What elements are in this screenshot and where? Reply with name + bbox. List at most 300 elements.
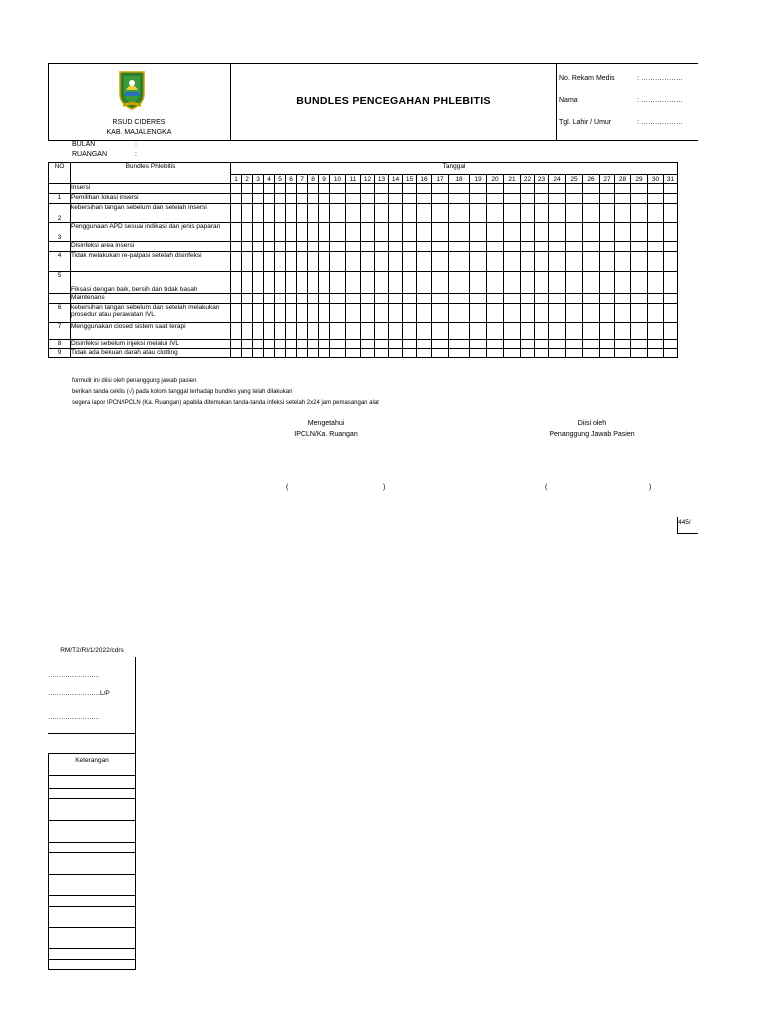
day-check-cell[interactable]	[330, 294, 346, 304]
day-check-cell[interactable]	[253, 340, 264, 349]
day-check-cell[interactable]	[648, 349, 664, 358]
day-check-cell[interactable]	[389, 194, 403, 204]
day-check-cell[interactable]	[275, 272, 286, 294]
day-check-cell[interactable]	[231, 242, 242, 252]
day-check-cell[interactable]	[231, 294, 242, 304]
day-check-cell[interactable]	[566, 272, 583, 294]
day-check-cell[interactable]	[600, 252, 615, 272]
day-check-cell[interactable]	[242, 294, 253, 304]
day-check-cell[interactable]	[264, 204, 275, 223]
day-check-cell[interactable]	[264, 349, 275, 358]
day-check-cell[interactable]	[449, 340, 470, 349]
day-check-cell[interactable]	[631, 252, 648, 272]
day-check-cell[interactable]	[417, 223, 432, 242]
day-check-cell[interactable]	[297, 304, 308, 323]
day-check-cell[interactable]	[615, 184, 631, 194]
day-check-cell[interactable]	[403, 294, 417, 304]
day-check-cell[interactable]	[231, 349, 242, 358]
day-check-cell[interactable]	[535, 184, 549, 194]
day-check-cell[interactable]	[264, 252, 275, 272]
day-check-cell[interactable]	[535, 242, 549, 252]
day-check-cell[interactable]	[432, 252, 449, 272]
day-check-cell[interactable]	[549, 194, 566, 204]
day-check-cell[interactable]	[631, 323, 648, 340]
day-check-cell[interactable]	[648, 184, 664, 194]
day-check-cell[interactable]	[549, 340, 566, 349]
day-check-cell[interactable]	[521, 252, 535, 272]
day-check-cell[interactable]	[648, 340, 664, 349]
day-check-cell[interactable]	[487, 242, 504, 252]
day-check-cell[interactable]	[432, 340, 449, 349]
day-check-cell[interactable]	[631, 349, 648, 358]
day-check-cell[interactable]	[648, 242, 664, 252]
day-check-cell[interactable]	[615, 223, 631, 242]
day-check-cell[interactable]	[308, 349, 319, 358]
day-check-cell[interactable]	[535, 223, 549, 242]
day-check-cell[interactable]	[449, 323, 470, 340]
day-check-cell[interactable]	[346, 340, 361, 349]
day-check-cell[interactable]	[600, 294, 615, 304]
day-check-cell[interactable]	[403, 242, 417, 252]
day-check-cell[interactable]	[504, 340, 521, 349]
day-check-cell[interactable]	[286, 323, 297, 340]
day-check-cell[interactable]	[286, 223, 297, 242]
day-check-cell[interactable]	[275, 349, 286, 358]
day-check-cell[interactable]	[297, 340, 308, 349]
day-check-cell[interactable]	[583, 252, 600, 272]
day-check-cell[interactable]	[487, 204, 504, 223]
day-check-cell[interactable]	[432, 223, 449, 242]
day-check-cell[interactable]	[664, 272, 678, 294]
day-check-cell[interactable]	[664, 252, 678, 272]
day-check-cell[interactable]	[253, 242, 264, 252]
day-check-cell[interactable]	[664, 204, 678, 223]
day-check-cell[interactable]	[308, 194, 319, 204]
day-check-cell[interactable]	[253, 252, 264, 272]
day-check-cell[interactable]	[615, 272, 631, 294]
day-check-cell[interactable]	[403, 349, 417, 358]
day-check-cell[interactable]	[648, 294, 664, 304]
day-check-cell[interactable]	[275, 242, 286, 252]
day-check-cell[interactable]	[600, 223, 615, 242]
day-check-cell[interactable]	[286, 294, 297, 304]
day-check-cell[interactable]	[346, 252, 361, 272]
day-check-cell[interactable]	[583, 242, 600, 252]
day-check-cell[interactable]	[417, 349, 432, 358]
day-check-cell[interactable]	[664, 194, 678, 204]
day-check-cell[interactable]	[389, 294, 403, 304]
day-check-cell[interactable]	[664, 223, 678, 242]
day-check-cell[interactable]	[615, 204, 631, 223]
day-check-cell[interactable]	[449, 194, 470, 204]
day-check-cell[interactable]	[264, 272, 275, 294]
day-check-cell[interactable]	[375, 204, 389, 223]
day-check-cell[interactable]	[600, 323, 615, 340]
day-check-cell[interactable]	[403, 304, 417, 323]
day-check-cell[interactable]	[403, 252, 417, 272]
day-check-cell[interactable]	[615, 194, 631, 204]
day-check-cell[interactable]	[470, 349, 487, 358]
day-check-cell[interactable]	[231, 184, 242, 194]
day-check-cell[interactable]	[521, 340, 535, 349]
day-check-cell[interactable]	[521, 204, 535, 223]
day-check-cell[interactable]	[319, 242, 330, 252]
day-check-cell[interactable]	[449, 272, 470, 294]
day-check-cell[interactable]	[487, 184, 504, 194]
day-check-cell[interactable]	[487, 272, 504, 294]
day-check-cell[interactable]	[417, 340, 432, 349]
day-check-cell[interactable]	[664, 340, 678, 349]
day-check-cell[interactable]	[449, 304, 470, 323]
day-check-cell[interactable]	[361, 184, 375, 194]
day-check-cell[interactable]	[583, 194, 600, 204]
day-check-cell[interactable]	[308, 184, 319, 194]
day-check-cell[interactable]	[470, 272, 487, 294]
day-check-cell[interactable]	[319, 272, 330, 294]
day-check-cell[interactable]	[549, 294, 566, 304]
day-check-cell[interactable]	[346, 272, 361, 294]
day-check-cell[interactable]	[297, 323, 308, 340]
day-check-cell[interactable]	[361, 252, 375, 272]
day-check-cell[interactable]	[583, 223, 600, 242]
day-check-cell[interactable]	[275, 304, 286, 323]
day-check-cell[interactable]	[583, 294, 600, 304]
day-check-cell[interactable]	[275, 294, 286, 304]
day-check-cell[interactable]	[346, 242, 361, 252]
day-check-cell[interactable]	[600, 204, 615, 223]
day-check-cell[interactable]	[631, 204, 648, 223]
day-check-cell[interactable]	[470, 323, 487, 340]
day-check-cell[interactable]	[375, 304, 389, 323]
day-check-cell[interactable]	[449, 242, 470, 252]
day-check-cell[interactable]	[566, 294, 583, 304]
day-check-cell[interactable]	[521, 323, 535, 340]
day-check-cell[interactable]	[432, 304, 449, 323]
day-check-cell[interactable]	[504, 204, 521, 223]
day-check-cell[interactable]	[389, 272, 403, 294]
day-check-cell[interactable]	[487, 349, 504, 358]
day-check-cell[interactable]	[231, 223, 242, 242]
day-check-cell[interactable]	[487, 194, 504, 204]
day-check-cell[interactable]	[264, 323, 275, 340]
day-check-cell[interactable]	[264, 184, 275, 194]
day-check-cell[interactable]	[615, 323, 631, 340]
day-check-cell[interactable]	[403, 323, 417, 340]
day-check-cell[interactable]	[330, 242, 346, 252]
day-check-cell[interactable]	[286, 272, 297, 294]
day-check-cell[interactable]	[346, 294, 361, 304]
day-check-cell[interactable]	[600, 340, 615, 349]
day-check-cell[interactable]	[521, 194, 535, 204]
day-check-cell[interactable]	[275, 204, 286, 223]
day-check-cell[interactable]	[275, 184, 286, 194]
day-check-cell[interactable]	[264, 294, 275, 304]
day-check-cell[interactable]	[330, 184, 346, 194]
day-check-cell[interactable]	[403, 204, 417, 223]
day-check-cell[interactable]	[361, 204, 375, 223]
day-check-cell[interactable]	[648, 252, 664, 272]
day-check-cell[interactable]	[583, 304, 600, 323]
day-check-cell[interactable]	[449, 349, 470, 358]
day-check-cell[interactable]	[242, 304, 253, 323]
day-check-cell[interactable]	[308, 323, 319, 340]
day-check-cell[interactable]	[535, 304, 549, 323]
day-check-cell[interactable]	[549, 252, 566, 272]
day-check-cell[interactable]	[297, 242, 308, 252]
day-check-cell[interactable]	[297, 272, 308, 294]
day-check-cell[interactable]	[242, 184, 253, 194]
day-check-cell[interactable]	[664, 242, 678, 252]
day-check-cell[interactable]	[308, 204, 319, 223]
day-check-cell[interactable]	[389, 349, 403, 358]
day-check-cell[interactable]	[275, 340, 286, 349]
day-check-cell[interactable]	[403, 340, 417, 349]
day-check-cell[interactable]	[319, 340, 330, 349]
day-check-cell[interactable]	[615, 252, 631, 272]
day-check-cell[interactable]	[330, 223, 346, 242]
day-check-cell[interactable]	[535, 272, 549, 294]
day-check-cell[interactable]	[566, 304, 583, 323]
day-check-cell[interactable]	[631, 272, 648, 294]
day-check-cell[interactable]	[389, 252, 403, 272]
day-check-cell[interactable]	[242, 272, 253, 294]
day-check-cell[interactable]	[432, 272, 449, 294]
day-check-cell[interactable]	[389, 184, 403, 194]
day-check-cell[interactable]	[417, 252, 432, 272]
day-check-cell[interactable]	[264, 223, 275, 242]
day-check-cell[interactable]	[600, 184, 615, 194]
day-check-cell[interactable]	[449, 294, 470, 304]
day-check-cell[interactable]	[297, 252, 308, 272]
day-check-cell[interactable]	[361, 242, 375, 252]
day-check-cell[interactable]	[432, 184, 449, 194]
day-check-cell[interactable]	[504, 184, 521, 194]
day-check-cell[interactable]	[566, 223, 583, 242]
day-check-cell[interactable]	[631, 340, 648, 349]
day-check-cell[interactable]	[275, 323, 286, 340]
day-check-cell[interactable]	[504, 349, 521, 358]
day-check-cell[interactable]	[308, 304, 319, 323]
day-check-cell[interactable]	[664, 304, 678, 323]
day-check-cell[interactable]	[449, 184, 470, 194]
day-check-cell[interactable]	[535, 340, 549, 349]
day-check-cell[interactable]	[253, 223, 264, 242]
day-check-cell[interactable]	[375, 294, 389, 304]
day-check-cell[interactable]	[600, 272, 615, 294]
day-check-cell[interactable]	[487, 294, 504, 304]
day-check-cell[interactable]	[308, 294, 319, 304]
day-check-cell[interactable]	[648, 194, 664, 204]
day-check-cell[interactable]	[264, 194, 275, 204]
day-check-cell[interactable]	[375, 184, 389, 194]
day-check-cell[interactable]	[504, 294, 521, 304]
day-check-cell[interactable]	[535, 323, 549, 340]
day-check-cell[interactable]	[361, 223, 375, 242]
day-check-cell[interactable]	[242, 194, 253, 204]
day-check-cell[interactable]	[432, 349, 449, 358]
day-check-cell[interactable]	[264, 340, 275, 349]
day-check-cell[interactable]	[286, 252, 297, 272]
day-check-cell[interactable]	[504, 304, 521, 323]
day-check-cell[interactable]	[375, 252, 389, 272]
day-check-cell[interactable]	[664, 323, 678, 340]
day-check-cell[interactable]	[631, 223, 648, 242]
day-check-cell[interactable]	[535, 349, 549, 358]
day-check-cell[interactable]	[319, 184, 330, 194]
day-check-cell[interactable]	[487, 340, 504, 349]
day-check-cell[interactable]	[308, 272, 319, 294]
day-check-cell[interactable]	[631, 184, 648, 194]
day-check-cell[interactable]	[535, 204, 549, 223]
day-check-cell[interactable]	[549, 184, 566, 194]
day-check-cell[interactable]	[631, 242, 648, 252]
day-check-cell[interactable]	[308, 242, 319, 252]
day-check-cell[interactable]	[346, 194, 361, 204]
day-check-cell[interactable]	[346, 349, 361, 358]
day-check-cell[interactable]	[319, 323, 330, 340]
day-check-cell[interactable]	[417, 242, 432, 252]
day-check-cell[interactable]	[231, 304, 242, 323]
day-check-cell[interactable]	[648, 304, 664, 323]
day-check-cell[interactable]	[403, 194, 417, 204]
day-check-cell[interactable]	[566, 242, 583, 252]
day-check-cell[interactable]	[566, 349, 583, 358]
day-check-cell[interactable]	[253, 294, 264, 304]
day-check-cell[interactable]	[583, 349, 600, 358]
day-check-cell[interactable]	[583, 184, 600, 194]
day-check-cell[interactable]	[504, 323, 521, 340]
day-check-cell[interactable]	[231, 323, 242, 340]
day-check-cell[interactable]	[664, 349, 678, 358]
day-check-cell[interactable]	[600, 349, 615, 358]
day-check-cell[interactable]	[432, 194, 449, 204]
day-check-cell[interactable]	[319, 304, 330, 323]
day-check-cell[interactable]	[319, 252, 330, 272]
day-check-cell[interactable]	[389, 204, 403, 223]
day-check-cell[interactable]	[504, 223, 521, 242]
day-check-cell[interactable]	[432, 294, 449, 304]
day-check-cell[interactable]	[330, 252, 346, 272]
day-check-cell[interactable]	[521, 184, 535, 194]
day-check-cell[interactable]	[242, 242, 253, 252]
day-check-cell[interactable]	[297, 349, 308, 358]
day-check-cell[interactable]	[566, 194, 583, 204]
day-check-cell[interactable]	[308, 340, 319, 349]
day-check-cell[interactable]	[264, 242, 275, 252]
day-check-cell[interactable]	[664, 294, 678, 304]
day-check-cell[interactable]	[231, 204, 242, 223]
day-check-cell[interactable]	[253, 194, 264, 204]
day-check-cell[interactable]	[361, 272, 375, 294]
day-check-cell[interactable]	[615, 349, 631, 358]
day-check-cell[interactable]	[583, 340, 600, 349]
day-check-cell[interactable]	[375, 323, 389, 340]
day-check-cell[interactable]	[504, 242, 521, 252]
day-check-cell[interactable]	[449, 223, 470, 242]
day-check-cell[interactable]	[361, 294, 375, 304]
day-check-cell[interactable]	[470, 294, 487, 304]
day-check-cell[interactable]	[487, 304, 504, 323]
day-check-cell[interactable]	[648, 272, 664, 294]
day-check-cell[interactable]	[330, 304, 346, 323]
day-check-cell[interactable]	[487, 323, 504, 340]
day-check-cell[interactable]	[275, 252, 286, 272]
day-check-cell[interactable]	[346, 304, 361, 323]
day-check-cell[interactable]	[253, 184, 264, 194]
day-check-cell[interactable]	[346, 323, 361, 340]
day-check-cell[interactable]	[470, 252, 487, 272]
day-check-cell[interactable]	[297, 184, 308, 194]
day-check-cell[interactable]	[470, 194, 487, 204]
day-check-cell[interactable]	[375, 223, 389, 242]
day-check-cell[interactable]	[470, 242, 487, 252]
day-check-cell[interactable]	[286, 340, 297, 349]
day-check-cell[interactable]	[417, 323, 432, 340]
day-check-cell[interactable]	[549, 272, 566, 294]
day-check-cell[interactable]	[504, 272, 521, 294]
day-check-cell[interactable]	[417, 272, 432, 294]
day-check-cell[interactable]	[417, 294, 432, 304]
day-check-cell[interactable]	[375, 349, 389, 358]
day-check-cell[interactable]	[286, 242, 297, 252]
day-check-cell[interactable]	[549, 223, 566, 242]
day-check-cell[interactable]	[286, 184, 297, 194]
day-check-cell[interactable]	[470, 223, 487, 242]
day-check-cell[interactable]	[330, 194, 346, 204]
day-check-cell[interactable]	[253, 304, 264, 323]
day-check-cell[interactable]	[403, 223, 417, 242]
day-check-cell[interactable]	[432, 204, 449, 223]
day-check-cell[interactable]	[319, 349, 330, 358]
day-check-cell[interactable]	[264, 304, 275, 323]
day-check-cell[interactable]	[297, 204, 308, 223]
day-check-cell[interactable]	[242, 252, 253, 272]
day-check-cell[interactable]	[417, 184, 432, 194]
day-check-cell[interactable]	[361, 340, 375, 349]
day-check-cell[interactable]	[566, 323, 583, 340]
day-check-cell[interactable]	[242, 223, 253, 242]
day-check-cell[interactable]	[432, 323, 449, 340]
day-check-cell[interactable]	[275, 223, 286, 242]
day-check-cell[interactable]	[389, 242, 403, 252]
day-check-cell[interactable]	[319, 194, 330, 204]
day-check-cell[interactable]	[600, 194, 615, 204]
day-check-cell[interactable]	[286, 204, 297, 223]
day-check-cell[interactable]	[330, 340, 346, 349]
day-check-cell[interactable]	[417, 194, 432, 204]
day-check-cell[interactable]	[242, 349, 253, 358]
day-check-cell[interactable]	[521, 242, 535, 252]
day-check-cell[interactable]	[297, 294, 308, 304]
day-check-cell[interactable]	[242, 340, 253, 349]
day-check-cell[interactable]	[275, 194, 286, 204]
day-check-cell[interactable]	[449, 252, 470, 272]
day-check-cell[interactable]	[449, 204, 470, 223]
day-check-cell[interactable]	[375, 194, 389, 204]
day-check-cell[interactable]	[535, 252, 549, 272]
day-check-cell[interactable]	[330, 323, 346, 340]
day-check-cell[interactable]	[253, 323, 264, 340]
day-check-cell[interactable]	[346, 223, 361, 242]
day-check-cell[interactable]	[600, 242, 615, 252]
day-check-cell[interactable]	[566, 204, 583, 223]
day-check-cell[interactable]	[346, 204, 361, 223]
day-check-cell[interactable]	[521, 304, 535, 323]
day-check-cell[interactable]	[600, 304, 615, 323]
day-check-cell[interactable]	[389, 304, 403, 323]
day-check-cell[interactable]	[319, 294, 330, 304]
day-check-cell[interactable]	[361, 323, 375, 340]
